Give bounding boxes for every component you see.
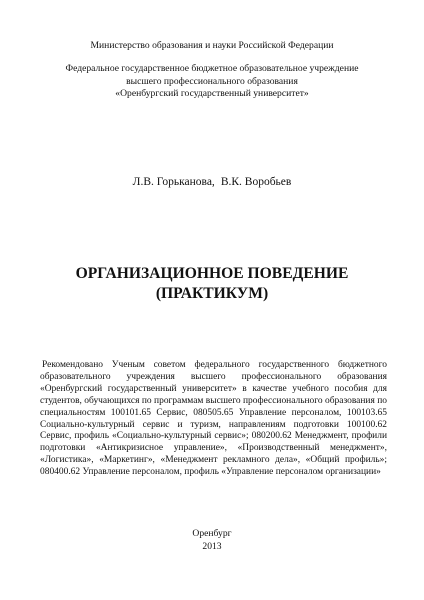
recommendation-text: Рекомендовано Ученым советом федерального государственного бюджетного образовательного учреждения высшего профессионального образования «Оренбургский государственный университет» в качестве учебного пособия для студентов, обучающихся по программам высшего профессионального образования по специальностям 100101.65 Сервис, 080505.65 Управление персоналом, 100103.65 Социально-культурный сервис и туризм, направлениям подготовки 100100.62 Сервис, профиль «Социально-культурный сервис»; 080200.62 Менеджмент, профили подготовки «Антикризисное управление», «Производственный менеджмент», «Логистика», «Маркетинг», «Менеджмент рекламного дела», «Общий профиль»; 080400.62 Управление персоналом, профиль «Управление персоналом организации»: [40, 360, 387, 478]
city: Оренбург: [192, 528, 232, 539]
institution-line-2: высшего профессионального образования: [126, 75, 298, 87]
institution-line-1: Федеральное государственное бюджетное образовательное учреждение: [65, 63, 359, 74]
ministry-name: Министерство образования и науки Российской Федерации: [90, 40, 334, 51]
author-1: Л.В. Горьканова,: [132, 176, 215, 188]
institution-block: [40, 63, 384, 101]
title-line-2: (ПРАКТИКУМ): [155, 285, 269, 302]
author-2: В.К. Воробьев: [220, 176, 292, 188]
year: 2013: [202, 540, 222, 552]
institution-line-3: «Оренбургский государственный университет»: [115, 88, 309, 99]
authors: [0, 175, 424, 189]
document-title: [0, 264, 424, 304]
title-line-1: ОРГАНИЗАЦИОННОЕ ПОВЕДЕНИЕ: [75, 265, 349, 282]
city-year: [0, 528, 424, 553]
